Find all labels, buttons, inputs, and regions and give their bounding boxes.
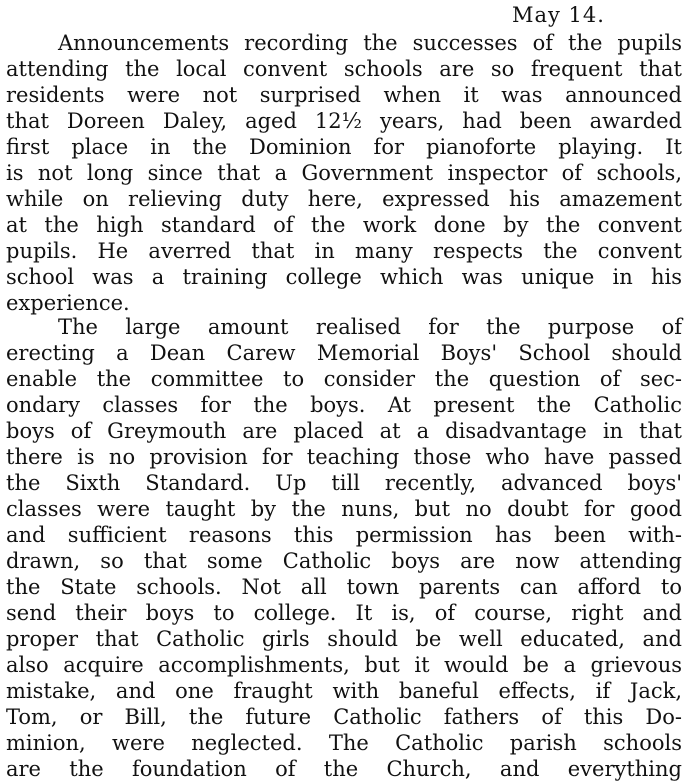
text-line: first place in the Dominion for pianoforte playing. It bbox=[6, 135, 682, 159]
text-line: that Doreen Daley, aged 12½ years, had been awarded bbox=[6, 109, 682, 133]
text-line: the Sixth Standard. Up till recently, advanced boys' bbox=[6, 471, 682, 495]
text-line: is not long since that a Government inspector of schools, bbox=[6, 161, 682, 185]
text-line: erecting a Dean Carew Memorial Boys' School should bbox=[6, 341, 682, 365]
text-line: minion, were neglected. The Catholic parish schools bbox=[6, 731, 682, 755]
text-line: Tom, or Bill, the future Catholic fathers of this Do- bbox=[6, 705, 682, 729]
text-line: enable the committee to consider the question of sec- bbox=[6, 367, 682, 391]
text-line: residents were not surprised when it was announced bbox=[6, 83, 682, 107]
text-line: The large amount realised for the purpose of bbox=[58, 315, 682, 339]
text-line: there is no provision for teaching those who have passed bbox=[6, 445, 682, 469]
text-line: drawn, so that some Catholic boys are now attending bbox=[6, 549, 682, 573]
text-line: while on relieving duty here, expressed his amazement bbox=[6, 187, 682, 211]
text-line: also acquire accomplishments, but it would be a grievous bbox=[6, 653, 682, 677]
text-line: classes were taught by the nuns, but no doubt for good bbox=[6, 497, 682, 521]
text-line: at the high standard of the work done by the convent bbox=[6, 213, 682, 237]
text-line: attending the local convent schools are so frequent that bbox=[6, 57, 682, 81]
text-line: are the foundation of the Church, and everything bbox=[6, 757, 682, 781]
text-line: experience. bbox=[6, 291, 130, 315]
text-line: send their boys to college. It is, of course, right and bbox=[6, 601, 682, 625]
text-line: boys of Greymouth are placed at a disadvantage in that bbox=[6, 419, 682, 443]
text-line: and sufficient reasons this permission has been with- bbox=[6, 523, 682, 547]
text-line: Announcements recording the successes of the pupils bbox=[58, 31, 682, 55]
text-line: ondary classes for the boys. At present the Catholic bbox=[6, 393, 682, 417]
text-line: the State schools. Not all town parents can afford to bbox=[6, 575, 682, 599]
text-line: school was a training college which was unique in his bbox=[6, 265, 682, 289]
paragraph-convent-schools bbox=[6, 30, 682, 316]
article-date: May 14. bbox=[512, 3, 605, 27]
text-line: proper that Catholic girls should be well educated, and bbox=[6, 627, 682, 651]
text-line: pupils. He averred that in many respects the convent bbox=[6, 239, 682, 263]
text-line: mistake, and one fraught with baneful effects, if Jack, bbox=[6, 679, 682, 703]
paragraph-boys-school bbox=[6, 314, 682, 782]
